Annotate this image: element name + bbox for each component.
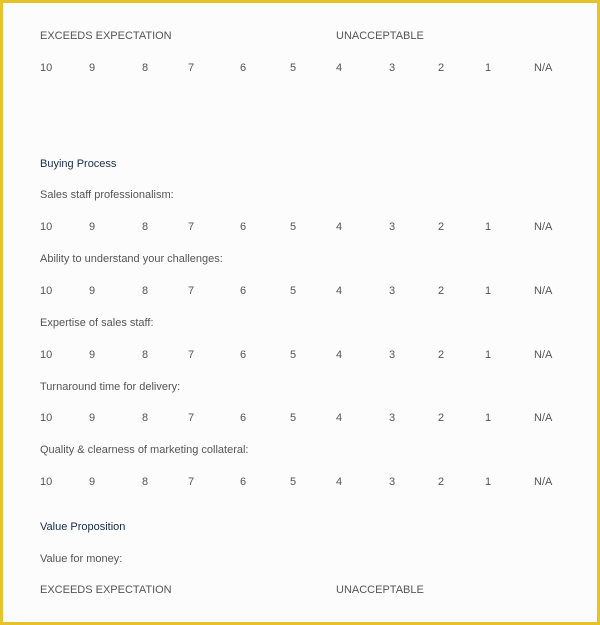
scale-option-10[interactable]: 10: [40, 285, 53, 297]
scale-option-4[interactable]: 4: [336, 412, 343, 424]
scale-option-3[interactable]: 3: [389, 412, 396, 424]
question-label: Turnaround time for delivery:: [40, 381, 181, 393]
scale-option-1[interactable]: 1: [485, 221, 492, 233]
scale-option-2[interactable]: 2: [438, 221, 445, 233]
scale-option-5[interactable]: 5: [290, 62, 297, 74]
scale-option-3[interactable]: 3: [389, 221, 396, 233]
question-label: Value for money:: [40, 553, 123, 565]
scale-option-1[interactable]: 1: [485, 62, 492, 74]
scale-option-8[interactable]: 8: [142, 476, 149, 488]
scale-option-7[interactable]: 7: [188, 62, 195, 74]
rating-scale-row: [3, 221, 597, 235]
scale-option-4[interactable]: 4: [336, 476, 343, 488]
rating-scale-row: [3, 412, 597, 426]
scale-option-na[interactable]: N/A: [534, 221, 553, 233]
scale-option-5[interactable]: 5: [290, 476, 297, 488]
scale-option-9[interactable]: 9: [89, 221, 96, 233]
scale-option-10[interactable]: 10: [40, 221, 53, 233]
scale-option-6[interactable]: 6: [240, 62, 247, 74]
rating-scale-row: [3, 476, 597, 490]
scale-option-2[interactable]: 2: [438, 476, 445, 488]
scale-option-6[interactable]: 6: [240, 412, 247, 424]
scale-option-2[interactable]: 2: [438, 285, 445, 297]
scale-option-1[interactable]: 1: [485, 476, 492, 488]
scale-option-9[interactable]: 9: [89, 62, 96, 74]
rating-scale-row: [3, 349, 597, 363]
scale-option-2[interactable]: 2: [438, 412, 445, 424]
scale-option-5[interactable]: 5: [290, 221, 297, 233]
scale-option-10[interactable]: 10: [40, 349, 53, 361]
scale-option-8[interactable]: 8: [142, 62, 149, 74]
scale-option-3[interactable]: 3: [389, 476, 396, 488]
scale-high-label: EXCEEDS EXPECTATION: [40, 30, 172, 42]
question-label: Ability to understand your challenges:: [40, 253, 223, 265]
scale-option-6[interactable]: 6: [240, 285, 247, 297]
scale-option-4[interactable]: 4: [336, 221, 343, 233]
scale-option-7[interactable]: 7: [188, 412, 195, 424]
scale-option-7[interactable]: 7: [188, 349, 195, 361]
scale-option-3[interactable]: 3: [389, 349, 396, 361]
scale-option-6[interactable]: 6: [240, 476, 247, 488]
scale-option-9[interactable]: 9: [89, 412, 96, 424]
scale-option-8[interactable]: 8: [142, 285, 149, 297]
scale-option-10[interactable]: 10: [40, 476, 53, 488]
scale-option-5[interactable]: 5: [290, 285, 297, 297]
scale-option-5[interactable]: 5: [290, 349, 297, 361]
section-title-buying-process: Buying Process: [40, 158, 117, 170]
scale-option-na[interactable]: N/A: [534, 349, 553, 361]
scale-option-9[interactable]: 9: [89, 285, 96, 297]
scale-option-8[interactable]: 8: [142, 412, 149, 424]
scale-option-7[interactable]: 7: [188, 285, 195, 297]
scale-option-1[interactable]: 1: [485, 349, 492, 361]
scale-option-9[interactable]: 9: [89, 476, 96, 488]
scale-option-7[interactable]: 7: [188, 476, 195, 488]
scale-low-label: UNACCEPTABLE: [336, 584, 424, 596]
scale-option-4[interactable]: 4: [336, 285, 343, 297]
scale-option-8[interactable]: 8: [142, 221, 149, 233]
scale-option-4[interactable]: 4: [336, 349, 343, 361]
rating-scale-row: [3, 285, 597, 299]
scale-option-9[interactable]: 9: [89, 349, 96, 361]
scale-low-label: UNACCEPTABLE: [336, 30, 424, 42]
scale-option-8[interactable]: 8: [142, 349, 149, 361]
scale-option-5[interactable]: 5: [290, 412, 297, 424]
scale-option-4[interactable]: 4: [336, 62, 343, 74]
legend-scale-row: [3, 62, 597, 76]
scale-option-10[interactable]: 10: [40, 62, 53, 74]
scale-option-3[interactable]: 3: [389, 62, 396, 74]
scale-option-7[interactable]: 7: [188, 221, 195, 233]
scale-option-1[interactable]: 1: [485, 285, 492, 297]
scale-option-6[interactable]: 6: [240, 349, 247, 361]
scale-option-2[interactable]: 2: [438, 349, 445, 361]
scale-option-1[interactable]: 1: [485, 412, 492, 424]
scale-option-3[interactable]: 3: [389, 285, 396, 297]
scale-option-na[interactable]: N/A: [534, 412, 553, 424]
scale-option-6[interactable]: 6: [240, 221, 247, 233]
scale-high-label: EXCEEDS EXPECTATION: [40, 584, 172, 596]
scale-option-na[interactable]: N/A: [534, 285, 553, 297]
question-label: Expertise of sales staff:: [40, 317, 154, 329]
scale-option-2[interactable]: 2: [438, 62, 445, 74]
question-label: Sales staff professionalism:: [40, 189, 174, 201]
scale-option-na[interactable]: N/A: [534, 476, 553, 488]
question-label: Quality & clearness of marketing collateral:: [40, 444, 249, 456]
scale-option-na[interactable]: N/A: [534, 62, 553, 74]
scale-option-10[interactable]: 10: [40, 412, 53, 424]
section-title-value-proposition: Value Proposition: [40, 521, 126, 533]
